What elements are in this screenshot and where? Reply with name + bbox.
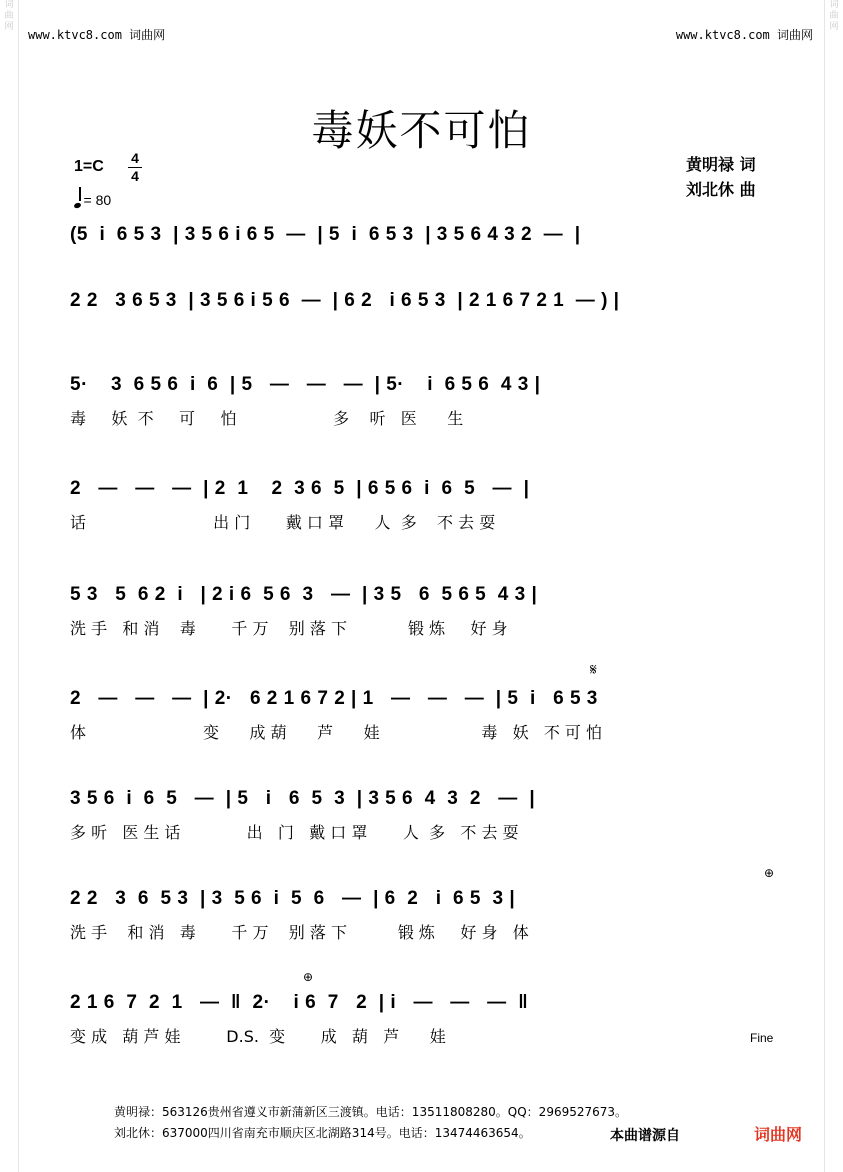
notation-line: 2 — — — | 2· 6 2 1 6 7 2 | 1 — — — | 5 i 6 5 3 [70,688,598,709]
notation-line: 2 2 3 6 5 3 | 3 5 6 i 5 6 — | 6 2 i 6 5 3 | 2 1 6 7 2 1 — ) | [70,290,620,311]
time-signature [128,151,142,184]
fine-mark: Fine [750,1031,774,1045]
lyric-line: 话 出 门 戴 口 罩 人 多 不 去 耍 [70,513,496,532]
lyric-line: 多 听 医 生 话 出 门 戴 口 罩 人 多 不 去 耍 [70,823,519,842]
notation-line: 2 2 3 6 5 3 | 3 5 6 i 5 6 — | 6 2 i 6 5 3 | [70,888,516,909]
meter-top: 4 [131,150,139,166]
composer-credit: 刘北休 曲 [686,180,756,199]
notation-line: 5· 3 6 5 6 i 6 | 5 — — — | 5· i 6 5 6 4 3 | [70,374,541,395]
lyricist-credit: 黄明禄 词 [686,155,756,174]
watermark-right: 词 曲 网 [824,0,843,1172]
key-signature: 1=C [74,158,104,175]
lyric-line: 毒 妖 不 可 怕 多 听 医 生 [70,409,464,428]
coda-icon: ⊕ [764,866,775,880]
lyric-line: 洗 手 和 消 毒 千 万 别 落 下 锻 炼 好 身 [70,619,508,638]
lyric-line: 体 变 成 葫 芦 娃 毒 妖 不 可 怕 [70,723,603,742]
site-logo[interactable]: 词曲网 [754,1125,803,1144]
site-header-left[interactable]: www.ktvc8.com 词曲网 [28,28,166,42]
lyric-line: 变 成 葫 芦 娃 D.S. 变 成 葫 芦 娃 [70,1027,446,1046]
notation-line: 5 3 5 6 2 i | 2 i 6 5 6 3 — | 3 5 6 5 6 5 4 3 | [70,584,538,605]
notation-line: 2 1 6 7 2 1 — ‖ 2· i 6 7 2 | i — — — ‖ [70,992,529,1013]
footer-composer-contact: 刘北休：637000四川省南充市顺庆区北湖路314号。电话：13474463654。 [114,1126,531,1140]
lyric-line: 洗 手 和 消 毒 千 万 别 落 下 锻 炼 好 身 体 [70,923,529,942]
song-title: 毒妖不可怕 [311,106,532,155]
site-header-right[interactable]: www.ktvc8.com 词曲网 [675,28,813,42]
quarter-note-icon [73,202,81,209]
tempo-mark [74,191,111,208]
notation-line: (5 i 6 5 3 | 3 5 6 i 6 5 — | 5 i 6 5 3 | 3 5 6 4 3 2 — | [70,224,581,245]
footer-lyricist-contact: 黄明禄：563126贵州省遵义市新蒲新区三渡镇。电话：13511808280。QQ：2969527673。 [114,1105,628,1119]
notation-line: 3 5 6 i 6 5 — | 5 i 6 5 3 | 3 5 6 4 3 2 — | [70,788,536,809]
source-label: 本曲谱源自 [610,1128,680,1144]
segno-icon: 𝄋 [590,660,597,679]
notation-line: 2 — — — | 2 1 2 3 6 5 | 6 5 6 i 6 5 — | [70,478,530,499]
coda-icon: ⊕ [303,970,314,984]
watermark-left: 词 曲 网 [0,0,19,1172]
tempo-value: = 80 [83,192,112,208]
meter-bottom: 4 [131,168,139,184]
